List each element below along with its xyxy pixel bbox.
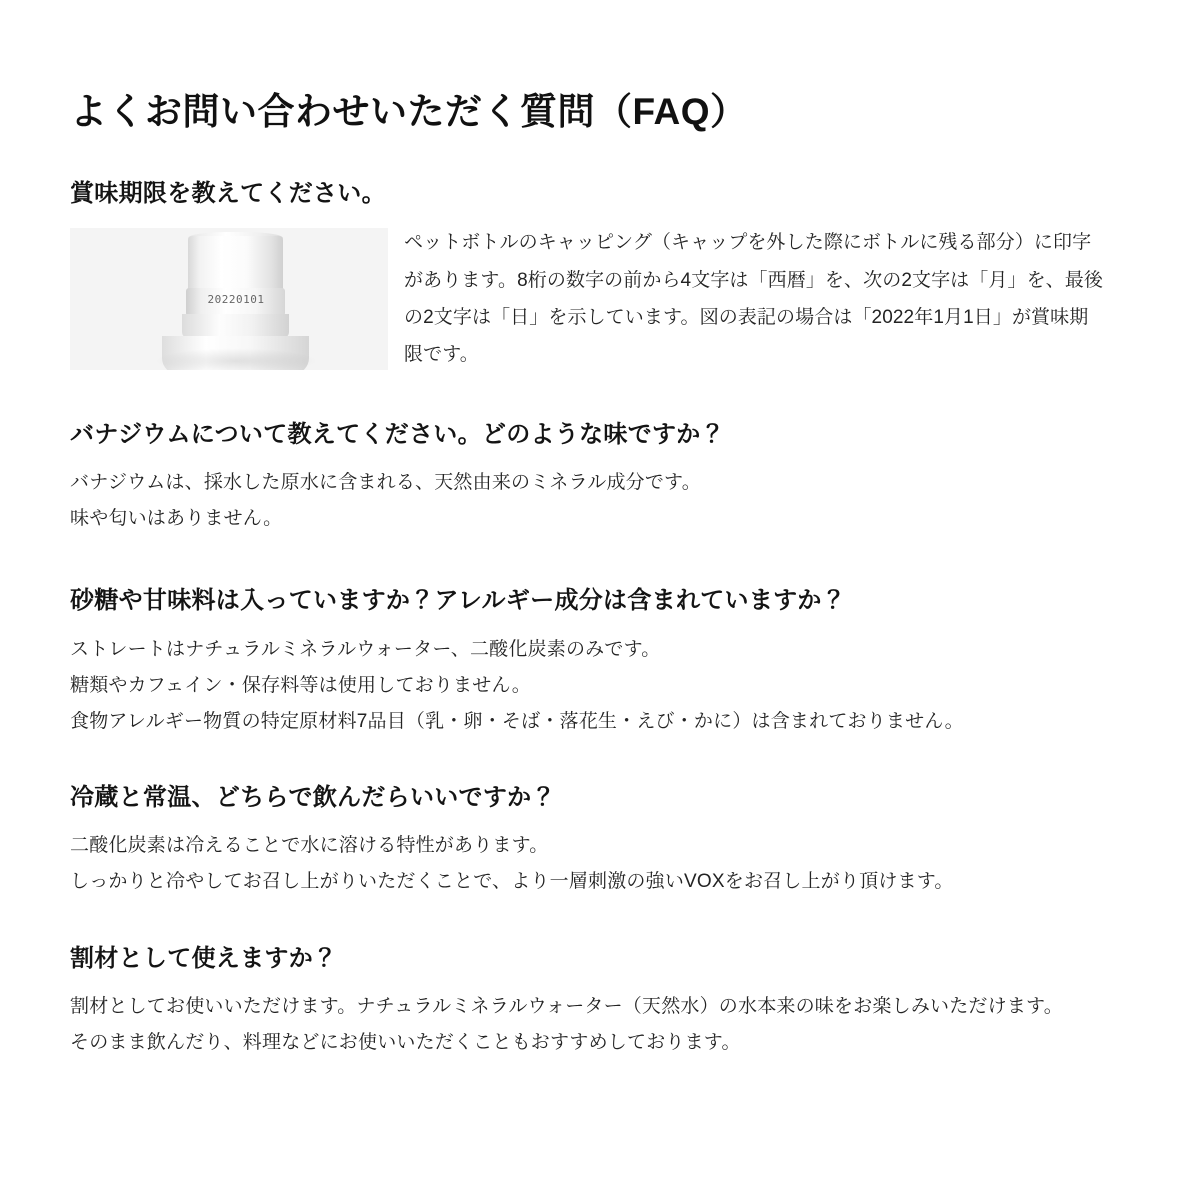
faq-answer-text [388,224,1150,372]
answer-line: があります。8桁の数字の前から4文字は「西暦」を、次の2文字は「月」を、最後 [404,269,1103,291]
faq-answer-with-image [70,224,1150,372]
faq-answer-text [70,465,1150,537]
photo-frame [70,228,388,370]
answer-line: しっかりと冷やしてお召し上がりいただくことで、より一層刺激の強いVOXをお召し上がり頂けます。 [70,871,954,893]
answer-line: 限です。 [404,343,479,365]
answer-line: 二酸化炭素は冷えることで水に溶ける特性があります。 [70,835,549,857]
faq-question: 賞味期限を教えてください。 [70,180,386,208]
answer-line: 割材としてお使いいただけます。ナチュラルミネラルウォーター（天然水）の水本来の味をお楽しみいただけます。 [70,995,1063,1017]
page-title: よくお問い合わせいただく質問（FAQ） [70,91,748,132]
faq-content [70,88,1150,1095]
bottle-neck-shape [182,314,289,338]
faq-item-mixer [70,943,1150,1062]
printed-date-code: 20220101 [207,293,265,307]
answer-line: そのまま飲んだり、料理などにお使いいただくこともおすすめしております。 [70,1031,741,1053]
bottle-cap-photo [70,228,388,368]
answer-line: の2文字は「日」を示しています。図の表記の場合は「2022年1月1日」が賞味期 [404,306,1089,328]
faq-question: 冷蔵と常温、どちらで飲んだらいいですか？ [70,783,556,811]
answer-line: ストレートはナチュラルミネラルウォーター、二酸化炭素のみです。 [70,638,661,660]
faq-answer-text [70,632,1150,740]
answer-line: 味や匂いはありません。 [70,508,283,530]
faq-item-vanadium [70,419,1150,538]
faq-item-expiry [70,178,1150,373]
photo-shadow [154,348,318,370]
answer-line: 糖類やカフェイン・保存料等は使用しておりません。 [70,674,531,696]
faq-answer-text [70,989,1150,1061]
answer-line: バナジウムは、採水した原水に含まれる、天然由来のミネラル成分です。 [70,472,701,494]
faq-question: バナジウムについて教えてください。どのような味ですか？ [70,420,725,448]
faq-question: 割材として使えますか？ [70,944,338,972]
faq-answer-text [70,828,1150,900]
faq-question: 砂糖や甘味料は入っていますか？アレルギー成分は含まれていますか？ [70,587,847,615]
faq-item-ingredients [70,585,1150,740]
faq-item-temperature [70,782,1150,901]
answer-line: ペットボトルのキャッピング（キャップを外した際にボトルに残る部分）に印字 [404,232,1092,254]
answer-line: 食物アレルギー物質の特定原材料7品目（乳・卵・そば・落花生・えび・かに）は含まれておりません。 [70,710,964,732]
